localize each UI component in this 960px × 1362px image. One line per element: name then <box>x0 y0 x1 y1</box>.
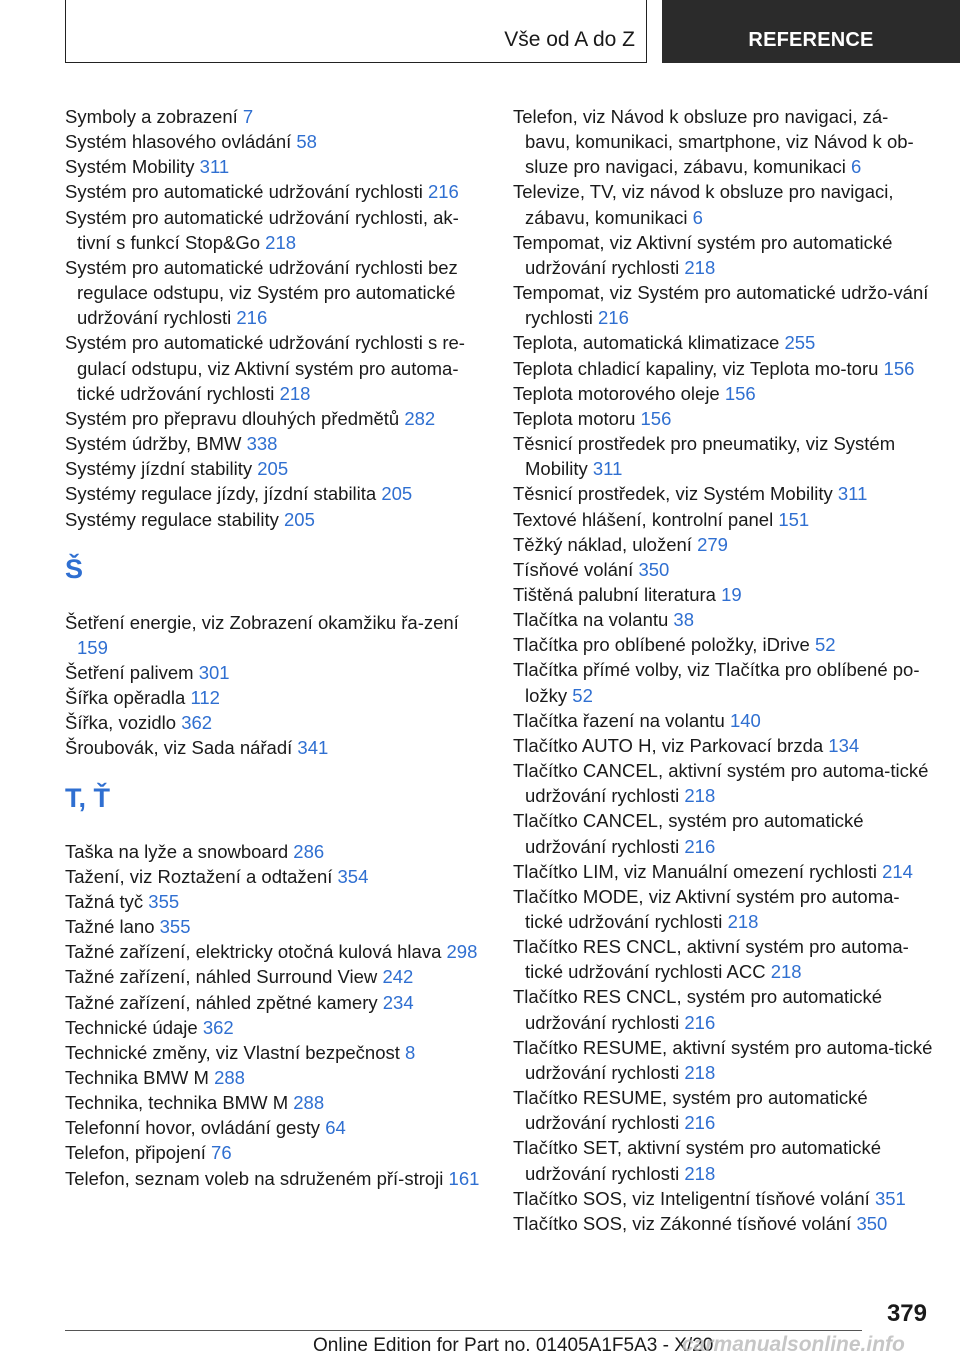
index-entry <box>513 733 933 758</box>
page-reference-link[interactable]: 311 <box>592 458 623 480</box>
index-entry <box>65 735 485 760</box>
index-entry <box>65 660 485 685</box>
page-reference-link[interactable]: 216 <box>684 1112 716 1134</box>
index-entry <box>513 406 933 431</box>
page-reference-link[interactable]: 8 <box>405 1041 416 1063</box>
page-reference-link[interactable]: 64 <box>325 1117 346 1139</box>
page-reference-link[interactable]: 288 <box>214 1067 245 1088</box>
page-reference-link[interactable]: 7 <box>242 106 254 127</box>
page-reference-link[interactable]: 159 <box>77 636 108 658</box>
index-entry-text: Systém pro přepravu dlouhých předmětů <box>65 407 405 429</box>
index-entry-text: Tlačítka na volantu <box>513 609 674 631</box>
page-reference-link[interactable]: 216 <box>598 307 629 329</box>
page-number: 379 <box>886 1300 927 1327</box>
page-reference-link[interactable]: 218 <box>727 911 759 932</box>
page-reference-link[interactable]: 156 <box>640 407 672 429</box>
index-entry-text: Telefon, viz Návod k obsluze pro navigaci, zá-bavu, komunikaci, smartphone, viz Návod k ob-sluze pro navigaci, zábavu, komunikaci <box>513 106 914 178</box>
page-reference-link[interactable]: 156 <box>883 357 915 379</box>
index-entry <box>513 179 933 229</box>
page-reference-link[interactable]: 151 <box>778 508 810 530</box>
index-entry <box>65 205 485 255</box>
index-entry-text: Tažná tyč <box>65 890 149 912</box>
index-entry-text: Systém pro automatické udržování rychlosti <box>65 181 428 203</box>
index-entry <box>65 1065 485 1090</box>
index-entry-text: Tažení, viz Roztažení a odtažení <box>65 865 338 887</box>
index-entry-text: Šířka opěradla <box>65 687 191 709</box>
index-entry <box>513 481 933 506</box>
page-reference-link[interactable]: 52 <box>814 634 836 656</box>
page-reference-link[interactable]: 6 <box>692 206 703 228</box>
index-entry <box>513 884 933 934</box>
index-entry-text: Systém hlasového ovládání <box>65 131 297 153</box>
page-reference-link[interactable]: 218 <box>265 231 297 253</box>
index-entry <box>513 582 933 607</box>
index-entry-text: Teplota motoru <box>513 407 641 429</box>
index-entry-text: Teplota chladicí kapaliny, viz Teplota mo-toru <box>513 357 884 379</box>
index-entry <box>65 1090 485 1115</box>
index-entry-text: Tlačítko AUTO H, viz Parkovací brzda <box>513 734 829 756</box>
page-reference-link[interactable]: 218 <box>684 1061 716 1083</box>
index-entry <box>513 984 933 1034</box>
page-reference-link[interactable]: 282 <box>404 407 436 429</box>
index-entry <box>65 1166 485 1191</box>
index-entry-text: Technické údaje <box>65 1016 203 1038</box>
index-entry-text: Tlačítka řazení na volantu <box>513 709 730 731</box>
page-reference-link[interactable]: 52 <box>572 684 593 706</box>
page-reference-link[interactable]: 218 <box>684 256 716 278</box>
index-entry <box>513 1135 933 1185</box>
index-entry <box>65 330 485 405</box>
index-entry-text: Šetření energie, viz Zobrazení okamžiku řa-zení <box>65 611 459 633</box>
index-entry <box>513 356 933 381</box>
page-reference-link[interactable]: 112 <box>190 687 220 709</box>
right-column <box>513 104 933 1236</box>
page-reference-link[interactable]: 234 <box>382 991 414 1013</box>
page-reference-link[interactable]: 216 <box>236 307 268 329</box>
index-entry-text: Těsnicí prostředek, viz Systém Mobility <box>513 483 838 505</box>
index-entry-text: Systém Mobility <box>65 156 200 178</box>
page-reference-link[interactable]: 205 <box>257 458 289 480</box>
index-entry <box>513 230 933 280</box>
index-group-right <box>513 104 933 1236</box>
index-entry-text: Televize, TV, viz návod k obsluze pro navigaci, zábavu, komunikaci <box>513 181 894 228</box>
index-entry <box>513 1085 933 1135</box>
page-reference-link[interactable]: 338 <box>246 433 278 455</box>
index-entry-text: Tlačítko CANCEL, systém pro automatické udržování rychlosti <box>513 810 864 857</box>
page-reference-link[interactable]: 341 <box>297 737 329 759</box>
page-reference-link[interactable]: 218 <box>684 1162 716 1184</box>
section-title: Vše od A do Z <box>504 28 635 51</box>
index-entry-text: Telefon, připojení <box>65 1142 212 1164</box>
index-entry-text: Technické změny, viz Vlastní bezpečnost <box>65 1041 406 1063</box>
index-entry-text: Těsnicí prostředek pro pneumatiky, viz Systém Mobility <box>513 433 896 480</box>
page-reference-link[interactable]: 298 <box>446 941 478 963</box>
index-entry <box>65 431 485 456</box>
page-reference-link[interactable]: 134 <box>828 734 860 756</box>
index-entry-text: Tlačítko RES CNCL, aktivní systém pro automa-tické udržování rychlosti ACC <box>513 936 909 983</box>
index-entry-text: Šetření palivem <box>65 661 199 683</box>
index-entry <box>65 179 485 204</box>
index-entry-text: Teplota, automatická klimatizace <box>513 332 785 354</box>
index-entry-text: Tempomat, viz Aktivní systém pro automatické udržování rychlosti <box>513 231 893 278</box>
index-entry-text: Symboly a zobrazení <box>65 106 243 127</box>
index-entry <box>65 406 485 431</box>
index-entry-text: Textové hlášení, kontrolní panel <box>513 508 779 530</box>
index-entry-text: Systémy regulace jízdy, jízdní stabilita <box>65 483 382 505</box>
index-group-t <box>65 839 485 1191</box>
index-entry-text: Tlačítko CANCEL, aktivní systém pro automa-tické udržování rychlosti <box>513 760 929 807</box>
index-entry-text: Tažné zařízení, elektricky otočná kulová hlava <box>65 941 447 963</box>
index-entry <box>65 456 485 481</box>
page-reference-link[interactable]: 218 <box>770 961 802 983</box>
index-entry-text: Systém pro automatické udržování rychlosti, ak-tivní s funkcí Stop&Go <box>65 206 459 253</box>
index-entry <box>65 839 485 864</box>
page-reference-link[interactable]: 19 <box>721 583 742 605</box>
index-entry <box>65 939 485 964</box>
index-entry-text: Tlačítko SET, aktivní systém pro automatické udržování rychlosti <box>513 1137 882 1184</box>
index-group-sh <box>65 610 485 761</box>
index-entry-text: Technika BMW M <box>65 1067 215 1088</box>
index-entry-text: Šířka, vozidlo <box>65 712 182 734</box>
index-entry <box>65 990 485 1015</box>
index-entry-text: Tažné zařízení, náhled zpětné kamery <box>65 991 383 1013</box>
page-reference-link[interactable]: 76 <box>211 1142 232 1164</box>
page-reference-link[interactable]: 362 <box>181 712 213 734</box>
index-entry-text: Telefonní hovor, ovládání gesty <box>65 1117 326 1139</box>
index-entry <box>65 129 485 154</box>
index-entry-text: Tažné lano <box>65 916 160 938</box>
index-entry-text: Tlačítko RESUME, aktivní systém pro automa-tické udržování rychlosti <box>513 1036 933 1083</box>
page-reference-link[interactable]: 216 <box>427 181 459 203</box>
index-entry-text: Tištěná palubní literatura <box>513 583 722 605</box>
page-reference-link[interactable]: 242 <box>382 966 414 988</box>
index-entry-text: Tísňové volání <box>513 558 639 580</box>
page-reference-link[interactable]: 156 <box>724 382 756 404</box>
page-reference-link[interactable]: 38 <box>673 609 694 631</box>
index-entry-text: Teplota motorového oleje <box>513 382 725 404</box>
index-entry <box>513 1035 933 1085</box>
page-reference-link[interactable]: 288 <box>293 1092 325 1114</box>
index-entry-text: Těžký náklad, uložení <box>513 533 698 555</box>
index-entry <box>65 610 485 660</box>
index-heading-sh: Š <box>65 553 84 584</box>
index-entry <box>513 708 933 733</box>
index-entry <box>513 657 933 707</box>
index-entry-text: Systémy jízdní stability <box>65 458 258 480</box>
index-entry <box>65 914 485 939</box>
index-entry-text: Systém údržby, BMW <box>65 433 247 455</box>
index-entry-text: Tažné zařízení, náhled Surround View <box>65 966 383 988</box>
index-entry <box>65 255 485 330</box>
index-entry <box>513 557 933 582</box>
index-heading-t: T, Ť <box>65 782 110 813</box>
index-entry <box>513 381 933 406</box>
index-entry-text: Tlačítko RES CNCL, systém pro automatické udržování rychlosti <box>513 986 883 1033</box>
index-entry <box>65 1040 485 1065</box>
page-reference-link[interactable]: 216 <box>684 1011 716 1033</box>
page-reference-link[interactable]: 350 <box>856 1212 888 1234</box>
index-entry <box>65 964 485 989</box>
page-reference-link[interactable]: 161 <box>448 1167 480 1189</box>
page-reference-link[interactable]: 301 <box>198 661 230 683</box>
page-reference-link[interactable]: 216 <box>684 835 716 857</box>
page-reference-link[interactable]: 6 <box>850 156 862 178</box>
index-entry <box>513 507 933 532</box>
page-reference-link[interactable]: 355 <box>148 890 180 912</box>
footer-divider <box>65 1330 862 1331</box>
index-entry-text: Systémy regulace stability <box>65 508 285 530</box>
page-reference-link[interactable]: 362 <box>202 1016 234 1038</box>
index-entry <box>513 1211 933 1236</box>
page-reference-link[interactable]: 279 <box>697 533 728 555</box>
index-entry <box>65 1140 485 1165</box>
index-entry <box>65 710 485 735</box>
index-entry <box>65 154 485 179</box>
page-reference-link[interactable]: 218 <box>684 785 716 807</box>
page-reference-link[interactable]: 205 <box>381 483 413 505</box>
index-entry-text: Systém pro automatické udržování rychlosti bez regulace odstupu, viz Systém pro automatické udržování rychlosti <box>65 256 458 329</box>
left-column <box>65 104 485 1191</box>
index-entry-text: Tlačítko SOS, viz Inteligentní tísňové volání <box>513 1187 875 1209</box>
index-entry <box>513 330 933 355</box>
index-entry-text: Telefon, seznam voleb na sdruženém pří-stroji <box>65 1167 449 1189</box>
index-entry-text: Tempomat, viz Systém pro automatické udržo-vání rychlosti <box>513 282 929 329</box>
index-entry <box>65 685 485 710</box>
index-entry-text: Taška na lyže a snowboard <box>65 840 294 862</box>
index-entry <box>513 808 933 858</box>
index-entry-text: Tlačítko LIM, viz Manuální omezení rychlosti <box>513 860 883 882</box>
index-entry <box>65 889 485 914</box>
index-entry-text: Tlačítko SOS, viz Zákonné tísňové volání <box>513 1212 857 1234</box>
page-reference-link[interactable]: 354 <box>337 865 369 887</box>
index-entry-text: Tlačítko RESUME, systém pro automatické udržování rychlosti <box>513 1087 868 1134</box>
page-reference-link[interactable]: 286 <box>293 840 325 862</box>
index-entry <box>513 758 933 808</box>
index-entry-text: Tlačítko MODE, viz Aktivní systém pro automa-tické udržování rychlosti <box>513 885 900 932</box>
index-entry <box>513 1186 933 1211</box>
page-reference-link[interactable]: 350 <box>638 558 670 580</box>
index-entry <box>513 859 933 884</box>
page-reference-link[interactable]: 58 <box>296 131 317 153</box>
watermark-logo: carmanualsonline.info <box>682 1333 905 1356</box>
index-entry <box>65 104 485 129</box>
index-entry-text: Systém pro automatické udržování rychlosti s re-gulací odstupu, viz Aktivní systém pro automa-tické udržování rychlosti <box>65 332 465 404</box>
page-reference-link[interactable]: 218 <box>279 382 311 404</box>
page-reference-link[interactable]: 140 <box>729 709 761 731</box>
index-entry <box>65 864 485 889</box>
page-reference-link[interactable]: 311 <box>199 156 230 178</box>
page-reference-link[interactable]: 205 <box>284 508 315 530</box>
page-reference-link[interactable]: 255 <box>784 332 816 354</box>
index-entry <box>513 280 933 330</box>
index-entry <box>513 431 933 481</box>
index-entry-text: Šroubovák, viz Sada nářadí <box>65 737 298 759</box>
page-reference-link[interactable]: 311 <box>837 483 868 505</box>
index-entry-text: Tlačítka pro oblíbené položky, iDrive <box>513 634 815 656</box>
index-entry <box>513 934 933 984</box>
index-entry <box>65 1115 485 1140</box>
index-entry-text: Tlačítka přímé volby, viz Tlačítka pro oblíbené po-ložky <box>513 659 920 706</box>
index-entry-text: Technika, technika BMW M <box>65 1092 294 1114</box>
index-group-s <box>65 104 485 532</box>
page-reference-link[interactable]: 351 <box>874 1187 906 1209</box>
index-entry <box>65 1015 485 1040</box>
index-entry <box>513 532 933 557</box>
index-entry <box>65 481 485 506</box>
page-reference-link[interactable]: 214 <box>882 860 913 882</box>
edition-text: Online Edition for Part no. 01405A1F5A3 - X/20 <box>313 1335 714 1356</box>
reference-tab[interactable]: REFERENCE <box>662 0 960 63</box>
index-entry <box>513 104 933 179</box>
index-entry <box>513 607 933 632</box>
index-entry <box>513 632 933 657</box>
index-entry <box>65 507 485 532</box>
page-reference-link[interactable]: 355 <box>159 916 191 938</box>
